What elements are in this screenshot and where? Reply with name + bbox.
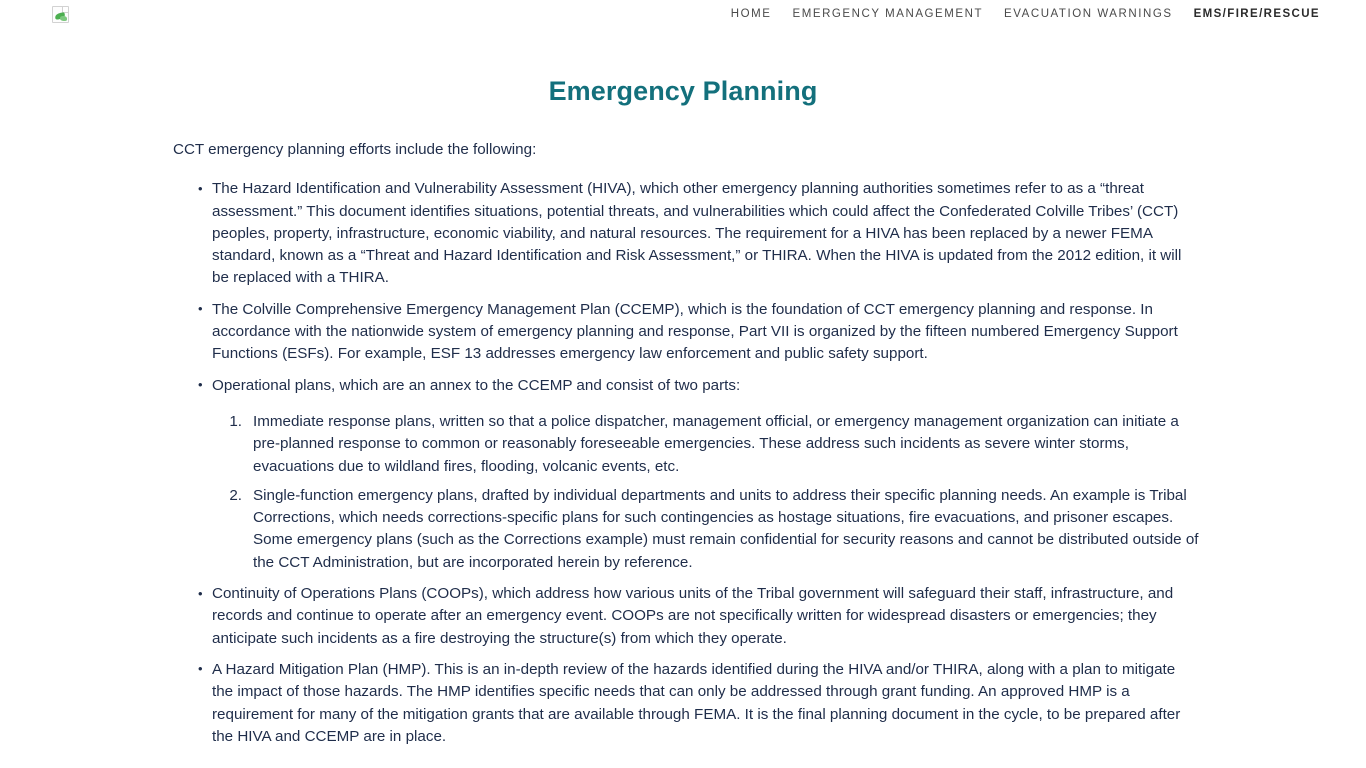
main-content xyxy=(0,139,1366,748)
intro-paragraph: CCT emergency planning efforts include the following: xyxy=(173,141,537,158)
planning-efforts-list xyxy=(173,178,1216,748)
list-item-text: Immediate response plans, written so that a police dispatcher, management official, or emergency management organization can initiate a pre-planned response to common or reasonably foreseeable emergencies. These address such incidents as severe winter storms, evacuations due to wildland fires, flooding, volcanic events, etc. xyxy=(253,412,1179,475)
list-item-text: • A Hazard Mitigation Plan (HMP). This is an in-depth review of the hazards identified during the HIVA and/or THIRA, along with a plan to mitigate the impact of those hazards. The HMP identifies specific needs that can only be addressed through grant funding. An approved HMP is a requirement for many of the mitigation grants that are available through FEMA. It is the final planning document in the cycle, to be prepared after the HIVA and CCEMP are in place. xyxy=(212,660,1181,745)
list-item-text: • Continuity of Operations Plans (COOPs), which address how various units of the Tribal government will safeguard their staff, infrastructure, and records and continue to operate after an emergency event. COOPs are not specifically written for widespread disasters or emergencies; they anticipate such incidents as a fire destroying the structure(s) from which they operate. xyxy=(212,585,1174,647)
nav-link-home[interactable]: HOME xyxy=(730,8,772,20)
list-item xyxy=(173,583,1216,650)
list-item xyxy=(212,411,1216,478)
nav-link-evacuation-warnings[interactable]: EVACUATION WARNINGS xyxy=(1004,8,1173,20)
list-item xyxy=(173,299,1216,366)
site-header xyxy=(0,0,1366,30)
operational-plans-sublist xyxy=(212,411,1216,574)
list-item xyxy=(173,659,1216,748)
site-logo[interactable] xyxy=(52,6,70,24)
list-item-text: • The Hazard Identification and Vulnerability Assessment (HIVA), which other emergency planning authorities sometimes refer to as a “threat assessment.” This document identifies situations, potential threats, and vulnerabilities which could affect the Confederated Colville Tribes’ (CCT) peoples, property, infrastructure, economic viability, and natural resources. The requirement for a HIVA has been replaced by a newer FEMA standard, known as a “Threat and Hazard Identification and Risk Assessment,” or THIRA. When the HIVA is updated from the 2012 edition, it will be replaced with a THIRA. xyxy=(212,180,1182,287)
list-item xyxy=(173,375,1216,574)
broken-image-leaf-secondary xyxy=(60,16,67,21)
list-item-text: Single-function emergency plans, drafted by individual departments and units to address their specific planning needs. An example is Tribal Corrections, which needs corrections-specific plans for such contingencies as hostage situations, fire evacuations, and prisoner escapes. Some emergency plans (such as the Corrections example) must remain confidential for security reasons and cannot be distributed outside of the CCT Administration, but are incorporated herein by reference. xyxy=(253,486,1199,571)
broken-image-icon xyxy=(52,6,69,23)
main-navigation xyxy=(731,7,1320,21)
list-item-text: • Operational plans, which are an annex to the CCEMP and consist of two parts: xyxy=(212,376,741,394)
list-item xyxy=(212,485,1216,574)
nav-link-ems-fire-rescue[interactable]: EMS/FIRE/RESCUE xyxy=(1193,8,1320,20)
list-item xyxy=(173,178,1216,289)
nav-link-emergency-management[interactable]: EMERGENCY MANAGEMENT xyxy=(792,8,984,20)
page-title: Emergency Planning xyxy=(548,76,818,106)
list-item-text: • The Colville Comprehensive Emergency Management Plan (CCEMP), which is the foundation of CCT emergency planning and response. In accordance with the nationwide system of emergency planning and response, Part VII is organized by the fifteen numbered Emergency Support Functions (ESFs). For example, ESF 13 addresses emergency law enforcement and public safety support. xyxy=(212,300,1178,363)
